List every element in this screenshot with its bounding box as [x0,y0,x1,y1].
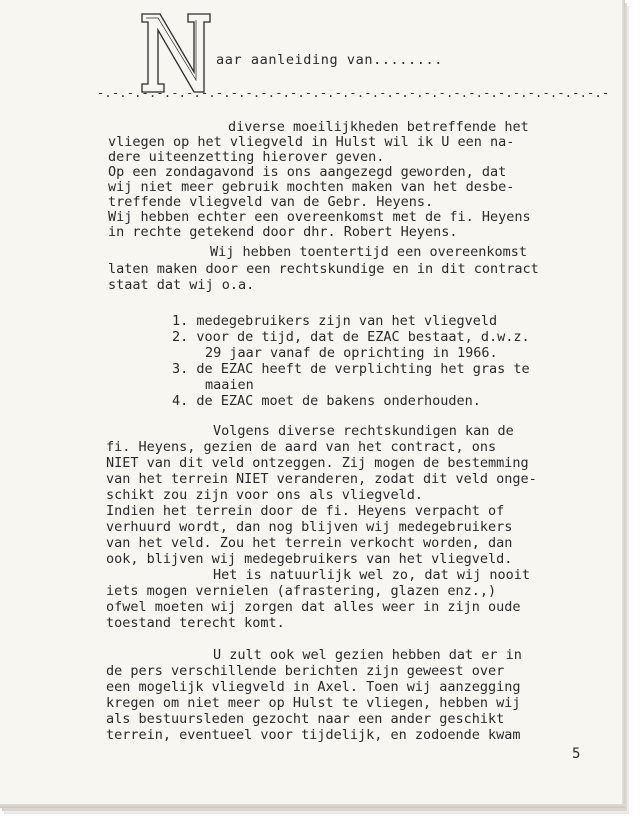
dotted-divider: -.-.-.-.-.-.-.-.-.-.-.-.-.-.-.-.-.-.-.-.-.-.-.-.-.-.-.-.-.-.-.-.-.-.- [97,86,610,100]
text-line: in rechte getekend door dhr. Robert Heyens. [108,224,458,240]
text-line: Wij hebben echter een overeenkomst met de fi. Heyens [108,209,531,225]
list-item: 2. voor de tijd, dat de EZAC bestaat, d.w.z. [172,329,530,345]
text-line: dere uiteenzetting hierover geven. [108,149,385,165]
text-line: de pers verschillende berichten zijn geweest over [106,663,505,679]
text-line: U zult ook wel gezien hebben dat er in [213,647,522,663]
page-edge [622,0,625,808]
text-line: vliegen op het vliegveld in Hulst wil ik U een na- [108,134,515,150]
list-item: 4. de EZAC moet de bakens onderhouden. [172,393,481,409]
heading-text: aar aanleiding van........ [216,52,443,68]
text-line: van het veld. Zou het terrein verkocht worden, dan [106,535,513,551]
text-line: terrein, eventueel voor tijdelijk, en zodoende kwam [106,727,521,743]
text-line: treffende vliegveld van de Gebr. Heyens. [108,194,434,210]
text-line: Volgens diverse rechtskundigen kan de [213,423,514,439]
text-line: ook, blijven wij medegebruikers van het vliegveld. [106,551,513,567]
text-line: Het is natuurlijk wel zo, dat wij nooit [213,567,530,583]
text-line: Op een zondagavond is ons aangezegd geworden, dat [108,164,507,180]
text-line: toestand terecht komt. [106,615,285,631]
text-line: staat dat wij o.a. [108,277,255,293]
text-line: ofwel moeten wij zorgen dat alles weer in zijn oude [106,599,521,615]
text-line: verhuurd wordt, dan nog blijven wij medegebruikers [106,519,513,535]
text-line: wij niet meer gebruik mochten maken van het desbe- [108,179,515,195]
text-line: diverse moeilijkheden betreffende het [228,119,529,135]
text-line: Indien het terrein door de fi. Heyens verpacht of [106,503,505,519]
text-line: laten maken door een rechtskundige en in dit contract [108,261,539,277]
page-edge [0,804,625,808]
text-line: NIET van dit veld ontzeggen. Zij mogen de bestemming [106,455,529,471]
page-number: 5 [572,746,581,762]
drop-cap-letter [138,10,214,96]
text-line: kregen om niet meer op Hulst te vliegen, hebben wij [106,695,521,711]
text-line: een mogelijk vliegveld in Axel. Toen wij aanzegging [106,679,521,695]
text-line: Wij hebben toentertijd een overeenkomst [210,244,527,260]
list-item-continuation: 29 jaar vanaf de oprichting in 1966. [205,345,498,361]
text-line: schikt zou zijn voor ons als vliegveld. [106,487,423,503]
list-item: 3. de EZAC heeft de verplichting het gras te [172,361,530,377]
list-item-continuation: maaien [205,377,254,393]
text-line: fi. Heyens, gezien de aard van het contract, ons [106,439,497,455]
list-item: 1. medegebruikers zijn van het vliegveld [172,313,498,329]
text-line: als bestuursleden gezocht naar een ander geschikt [106,711,505,727]
text-line: van het terrein NIET veranderen, zodat dit veld onge- [106,471,537,487]
text-line: iets mogen vernielen (afrastering, glazen enz.,) [106,583,497,599]
